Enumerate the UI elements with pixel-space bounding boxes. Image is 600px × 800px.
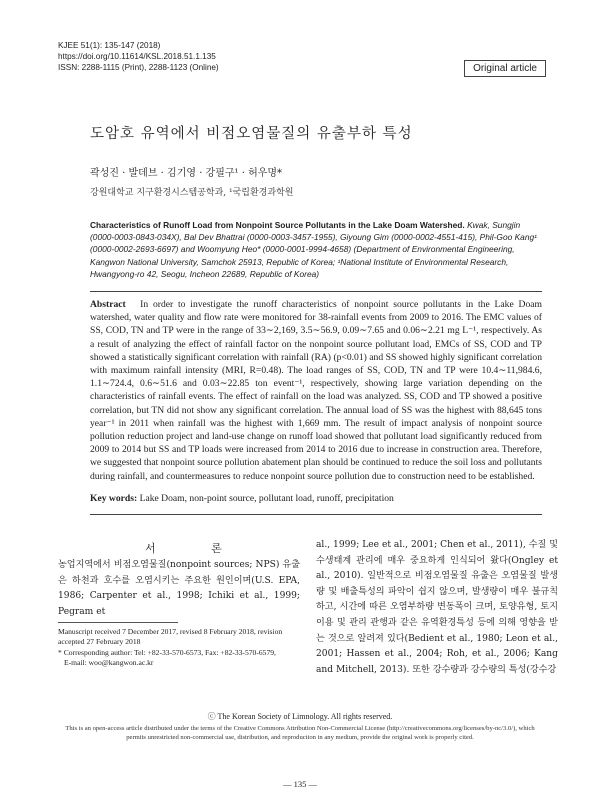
manuscript-dates: Manuscript received 7 December 2017, revised 8 February 2018, revision accepted 27 February 2018 <box>58 627 283 647</box>
abstract-text: In order to investigate the runoff characteristics of nonpoint source pollutants in the Lake Doam watershed, water quality and flow rate were monitored for 38-rainfall events from 2009 to 2016. The EMC values of SS, COD, TN and TP were in the range of 33∼2,169, 3.5∼56.9, 0.09∼7.65 and 0.06∼2.21 mg L⁻¹, respectively. As a result of analyzing the effect of rainfall factor on the nonpoint source pollutant load, EMCs of SS, COD and TP showed a statistically significant correlation with rainfall (RA) (p<0.01) and SS showed highly significant correlation with maximum rainfall intensity (MRI, R=0.48). The load ranges of SS, COD, TN and TP were 10.4∼11,984.6, 1.1∼724.4, 0.6∼51.6 and 0.03∼22.85 ton event⁻¹, respectively, showing large variation depending on the characteristics of rainfall events. The effect of rainfall on the load was analyzed. SS, COD and TP showed a positive correlation, but TN did not show any significant correlation. The annual load of SS was the highest with 88,645 tons year⁻¹ in 2011 when rainfall was the highest with 1,669 mm. The result of impact analysis of nonpoint source pollution reduction project and land-use change on runoff load showed that pollutant load significantly reduced from 2009 to 2014 but SS and TP loads were increased from 2014 to 2016 due to increase in construction area. Therefore, we suggested that nonpoint source pollution abatement plan should be continued to reduce the soil loss and pollutants during rainfall, and countermeasures to reduce nonpoint source pollution due to construction need to be established. <box>90 299 542 482</box>
english-title-block <box>90 219 542 280</box>
body-column-left: 농업지역에서 비점오염물질(nonpoint sources; NPS) 유출은 하천과 호수를 오염시키는 주요한 원인이며(U.S. EPA, 1986; Carpenter et al., 1998; Ichiki et al., 1999; Pegram et <box>58 560 300 617</box>
introduction-heading: 서 론 <box>145 542 248 555</box>
keywords <box>90 493 542 504</box>
abstract-top-rule <box>90 291 542 292</box>
abstract-bottom-rule <box>90 514 542 515</box>
korean-affiliation: 강원대학교 지구환경시스템공학과, ¹국립환경과학원 <box>90 188 294 198</box>
journal-line: KJEE 51(1): 135-147 (2018) <box>58 41 161 50</box>
korean-title: 도암호 유역에서 비점오염물질의 유출부하 특성 <box>90 126 413 142</box>
copyright-notice: ⓒ The Korean Society of Limnology. All rights reserved. <box>207 712 393 721</box>
corresponding-email[interactable]: E-mail: woo@kangwon.ac.kr <box>64 657 154 667</box>
page-number: — 135 — <box>283 779 317 789</box>
abstract-label: Abstract <box>90 299 126 310</box>
keywords-label: Key words: <box>90 493 138 504</box>
footnote-rule <box>58 622 178 623</box>
body-column-right: al., 1999; Lee et al., 2001; Chen et al., 2011), 수질 및 수생태계 관리에 매우 중요하게 인식되어 왔다(Ongley et al., 2010). 일반적으로 비점오염물질 유출은 오염물질 발생량 및 배출특성의 파악이 쉽지 않으며, 발생량이 매우 불규칙하고, 시간에 따른 오염부하량 변동폭이 크며, 토양유형, 토지이용 및 관리 관행과 같은 유역환경특성 등에 의해 영향을 받는 것으로 알려져 있다(Bedient et al., 1980; Leon et al., 2001; Hassen et al., 2004; Roh, et al., 2006; Kang and Mitchell, 2013). 또한 강수량과 강수량의 특성(강수강 <box>316 540 558 675</box>
license-notice: This is an open-access article distributed under the terms of the Creative Commons Attribution Non-Commercial License (http://creativecommons.org/licenses/by-nc/3.0/), which permits unrestricted non-commercial use, distribution, and reproduction in any medium, provide the original work is properly cited. <box>65 725 535 741</box>
issn: ISSN: 2288-1115 (Print), 2288-1123 (Online) <box>58 63 219 72</box>
corresponding-author: * Corresponding author: Tel: +82-33-570-6573, Fax: +82-33-570-6579, <box>58 647 276 657</box>
korean-authors: 곽성진 · 발데브 · 김기영 · 강필구¹ · 허우명* <box>90 168 283 179</box>
article-type-badge: Original article <box>464 60 546 77</box>
footnotes <box>58 627 302 668</box>
journal-meta <box>58 40 219 73</box>
doi-link[interactable]: https://doi.org/10.11614/KSL.2018.51.1.135 <box>58 52 216 61</box>
keywords-text: Lake Doam, non-point source, pollutant load, runoff, precipitation <box>139 493 394 504</box>
english-authors-affiliation: Kwak, Sungjin (0000-0003-0843-034X), Bal Dev Bhattrai (0000-0003-3457-1955), Giyoung Gim (0000-0002-4551-415), Phil-Goo Kang¹ (0000-0002-2693-6697) and Woomyung Heo* (0000-0001-9994-4658) (Department of Environmental Engineering, Kangwon National University, Samchok 25913, Republic of Korea; ¹National Institute of Environmental Research, Hwangyong-ro 42, Seogu, Incheon 22689, Republic of Korea) <box>90 220 537 279</box>
abstract <box>90 298 542 483</box>
english-title: Characteristics of Runoff Load from Nonpoint Source Pollutants in the Lake Doam Watershed. <box>90 220 465 230</box>
